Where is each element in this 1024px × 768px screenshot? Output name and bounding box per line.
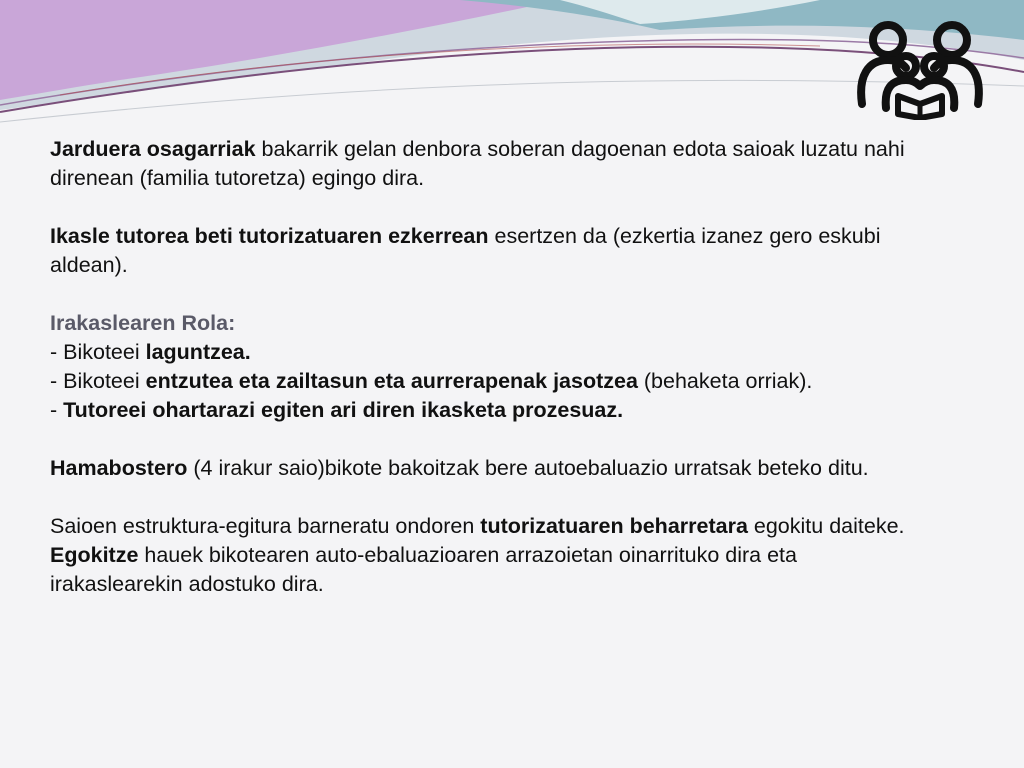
role-item-1 [50, 338, 930, 367]
role-item-1-prefix: - Bikoteei [50, 340, 146, 364]
role-item-3-prefix: - [50, 398, 64, 422]
paragraph-rola [50, 309, 930, 425]
role-item-2-suffix: (behaketa orriak). [637, 369, 813, 393]
role-item-2 [50, 367, 930, 396]
bold-hamabostero: Hamabostero [50, 456, 188, 480]
role-item-2-bold: entzutea eta zailtasun eta aurrerapenak jasotzea [145, 369, 638, 393]
people-reading-icon [850, 14, 990, 120]
text-ikasle: esertzen da (ezkertia izanez gero eskubi aldean). [50, 224, 881, 277]
bold-jarduera: Jarduera osagarriak [50, 137, 256, 161]
role-item-2-prefix: - Bikoteei [50, 369, 146, 393]
text-saioen-3: hauek bikotearen auto-ebaluazioaren arrazoietan oinarrituko dira eta irakaslearekin adostuko dira. [50, 543, 797, 596]
paragraph-ikasle [50, 222, 930, 280]
bold-egokitze: Egokitze [50, 543, 139, 567]
role-item-3 [50, 396, 930, 425]
bold-ikasle: Ikasle tutorea beti tutorizatuaren ezkerrean [50, 224, 489, 248]
role-title: Irakaslearen Rola: [50, 311, 236, 335]
text-hamabostero: (4 irakur saio)bikote bakoitzak bere autoebaluazio urratsak beteko ditu. [187, 456, 869, 480]
slide-body [50, 135, 930, 599]
role-item-3-bold: Tutoreei ohartarazi egiten ari diren ikasketa prozesuaz. [63, 398, 624, 422]
paragraph-hamabostero [50, 454, 930, 483]
paragraph-jarduera [50, 135, 930, 193]
role-item-1-bold: laguntzea. [145, 340, 251, 364]
text-saioen-1: Saioen estruktura-egitura barneratu ondoren [50, 514, 481, 538]
text-saioen-2: egokitu daiteke. [747, 514, 905, 538]
bold-tutorizatuaren: tutorizatuaren beharretara [480, 514, 748, 538]
paragraph-saioen [50, 512, 930, 599]
text-jarduera: bakarrik gelan denbora soberan dagoenan edota saioak luzatu nahi direnean (familia tutoretza) egingo dira. [50, 137, 905, 190]
